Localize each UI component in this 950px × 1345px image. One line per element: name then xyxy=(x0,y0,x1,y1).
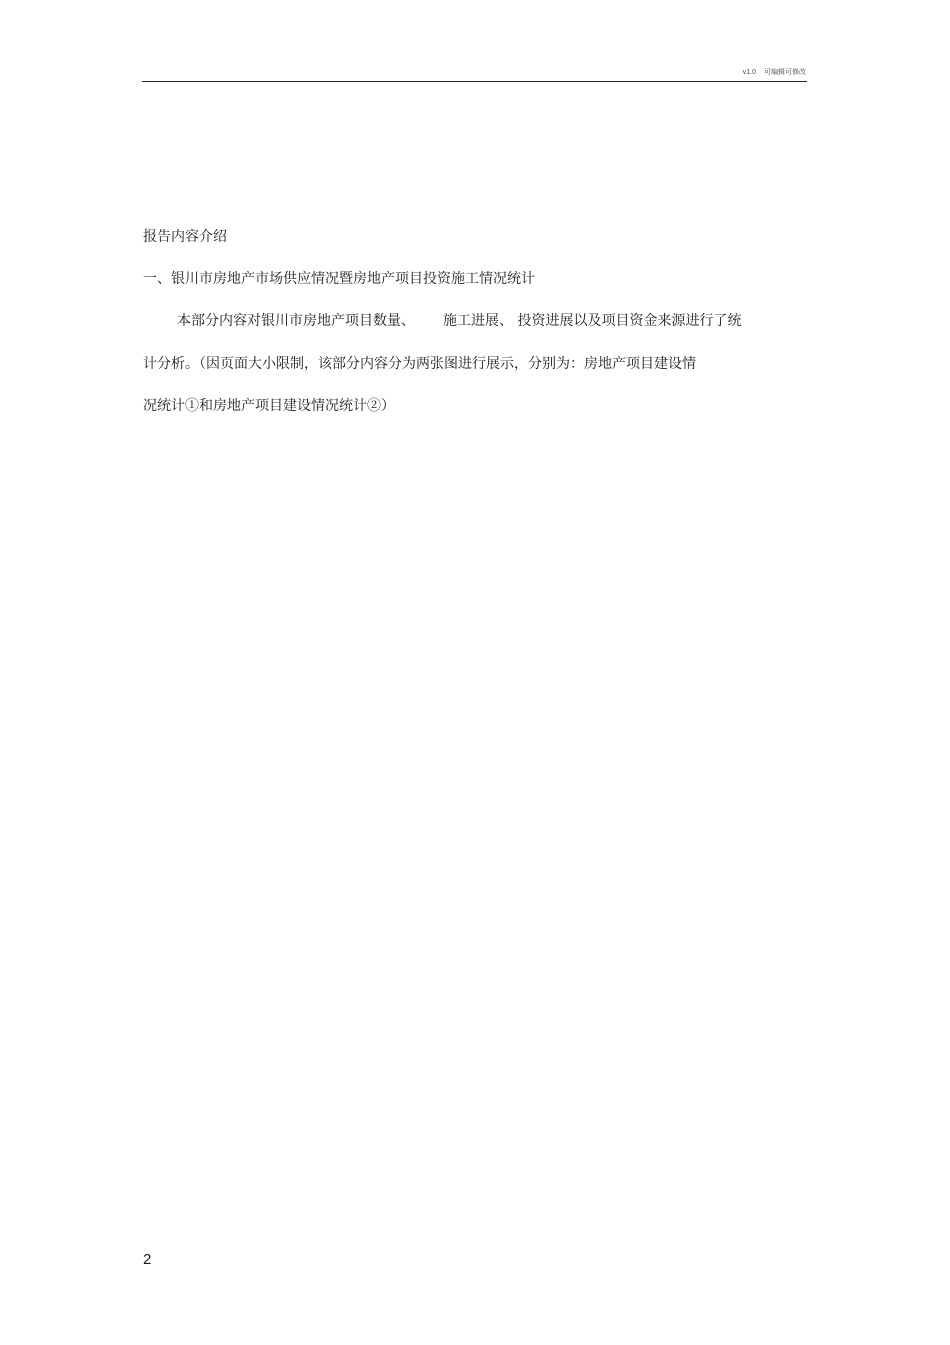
version-label: v1.0 xyxy=(742,69,756,76)
header-divider xyxy=(142,81,807,82)
paragraph-line-2: 计分析。（因页面大小限制，该部分内容分为两张图进行展示，分别为：房地产项目建设情 xyxy=(143,356,696,372)
paragraph-line-1-part-a: 本部分内容对银川市房地产项目数量、 xyxy=(177,313,415,329)
report-intro-title: 报告内容介绍 xyxy=(143,229,227,245)
section-heading: 一、银川市房地产市场供应情况暨房地产项目投资施工情况统计 xyxy=(143,271,535,287)
paragraph-line-3: 况统计①和房地产项目建设情况统计②） xyxy=(143,398,395,414)
paragraph-line-1 xyxy=(177,312,741,330)
page-number: 2 xyxy=(143,1251,152,1268)
header-meta xyxy=(743,67,806,77)
paragraph-line-1-part-b: 施工进展、 投资进展以及项目资金来源进行了统 xyxy=(443,313,742,329)
editable-note: 可编辑可修改 xyxy=(764,69,806,76)
